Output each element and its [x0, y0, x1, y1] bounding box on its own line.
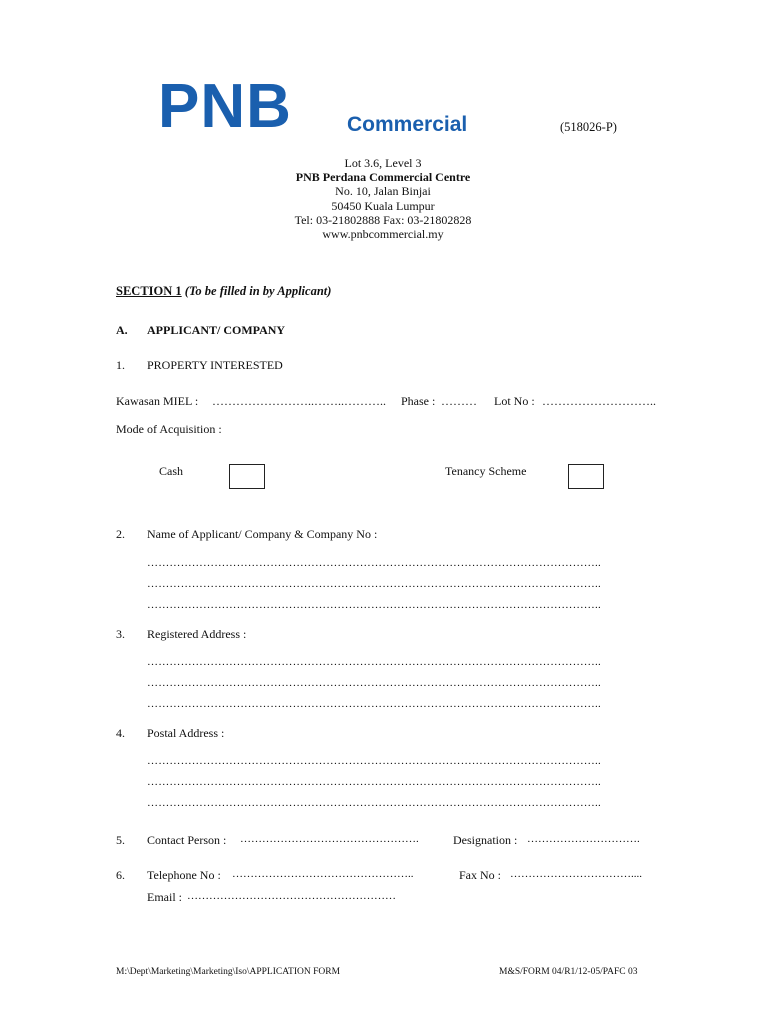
- part-a-letter: A.: [116, 323, 128, 337]
- footer-form-code: M&S/FORM 04/R1/12-05/PAFC 03: [499, 967, 638, 977]
- telephone-field[interactable]: …………………………………………..: [232, 868, 414, 880]
- section-note: (To be filled in by Applicant): [184, 284, 332, 298]
- q2-line-1[interactable]: …………………………………………………………………………………………………………..: [147, 557, 601, 569]
- address-line-1: Lot 3.6, Level 3: [344, 156, 422, 170]
- q4-label: Postal Address :: [147, 726, 225, 740]
- telephone-label: Telephone No :: [147, 868, 221, 882]
- q1-number: 1.: [116, 358, 125, 372]
- q4-number: 4.: [116, 726, 125, 740]
- mode-label: Mode of Acquisition :: [116, 422, 222, 436]
- q3-label: Registered Address :: [147, 627, 247, 641]
- email-label: Email :: [147, 890, 182, 904]
- q4-line-2[interactable]: …………………………………………………………………………………………………………..: [147, 776, 601, 788]
- q3-line-2[interactable]: …………………………………………………………………………………………………………..: [147, 677, 601, 689]
- q3-line-3[interactable]: …………………………………………………………………………………………………………..: [147, 698, 601, 710]
- address-line-3: No. 10, Jalan Binjai: [335, 184, 431, 199]
- q1-title: PROPERTY INTERESTED: [147, 358, 283, 372]
- cash-checkbox[interactable]: [229, 464, 265, 489]
- q2-line-3[interactable]: …………………………………………………………………………………………………………..: [147, 599, 601, 611]
- kawasan-field[interactable]: ……………………..……..………..: [212, 394, 386, 408]
- q6-number: 6.: [116, 868, 125, 882]
- fax-label: Fax No :: [459, 868, 501, 882]
- address-line-5: Tel: 03-21802888 Fax: 03-21802828: [294, 212, 472, 227]
- tenancy-checkbox[interactable]: [568, 464, 604, 489]
- contact-person-label: Contact Person :: [147, 833, 227, 847]
- fax-field[interactable]: ……………………………....: [510, 868, 642, 880]
- registration-number: (518026-P): [560, 120, 617, 134]
- logo-commercial: Commercial: [347, 113, 468, 136]
- lot-label: Lot No :: [494, 394, 535, 408]
- address-line-6: www.pnbcommercial.my: [322, 226, 444, 241]
- contact-person-field[interactable]: ………………………………………….: [240, 833, 419, 845]
- part-a-title: APPLICANT/ COMPANY: [147, 323, 286, 337]
- q3-line-1[interactable]: …………………………………………………………………………………………………………..: [147, 656, 601, 668]
- logo-pnb: PNB: [158, 72, 292, 141]
- footer-file-path: M:\Dept\Marketing\Marketing\Iso\APPLICATION FORM: [116, 967, 341, 977]
- designation-field[interactable]: ………………………….: [527, 833, 640, 845]
- address-line-4: 50450 Kuala Lumpur: [331, 198, 435, 213]
- phase-field[interactable]: ………: [441, 394, 477, 408]
- designation-label: Designation :: [453, 833, 518, 847]
- phase-label: Phase :: [401, 394, 436, 408]
- q5-number: 5.: [116, 833, 125, 847]
- company-address: [183, 156, 583, 241]
- cash-label: Cash: [159, 464, 183, 478]
- q4-line-3[interactable]: …………………………………………………………………………………………………………..: [147, 797, 601, 809]
- email-field[interactable]: …………………………………………………: [187, 890, 396, 902]
- q2-label: Name of Applicant/ Company & Company No :: [147, 527, 378, 541]
- section-heading: [116, 284, 331, 299]
- kawasan-label: Kawasan MIEL :: [116, 394, 199, 408]
- q4-line-1[interactable]: …………………………………………………………………………………………………………..: [147, 755, 601, 767]
- q2-number: 2.: [116, 527, 125, 541]
- tenancy-label: Tenancy Scheme: [445, 464, 527, 478]
- address-line-2: PNB Perdana Commercial Centre: [295, 170, 471, 185]
- section-title: SECTION 1: [116, 284, 182, 298]
- q3-number: 3.: [116, 627, 125, 641]
- q2-line-2[interactable]: …………………………………………………………………………………………………………..: [147, 578, 601, 590]
- lot-field[interactable]: ………………………..: [542, 394, 656, 408]
